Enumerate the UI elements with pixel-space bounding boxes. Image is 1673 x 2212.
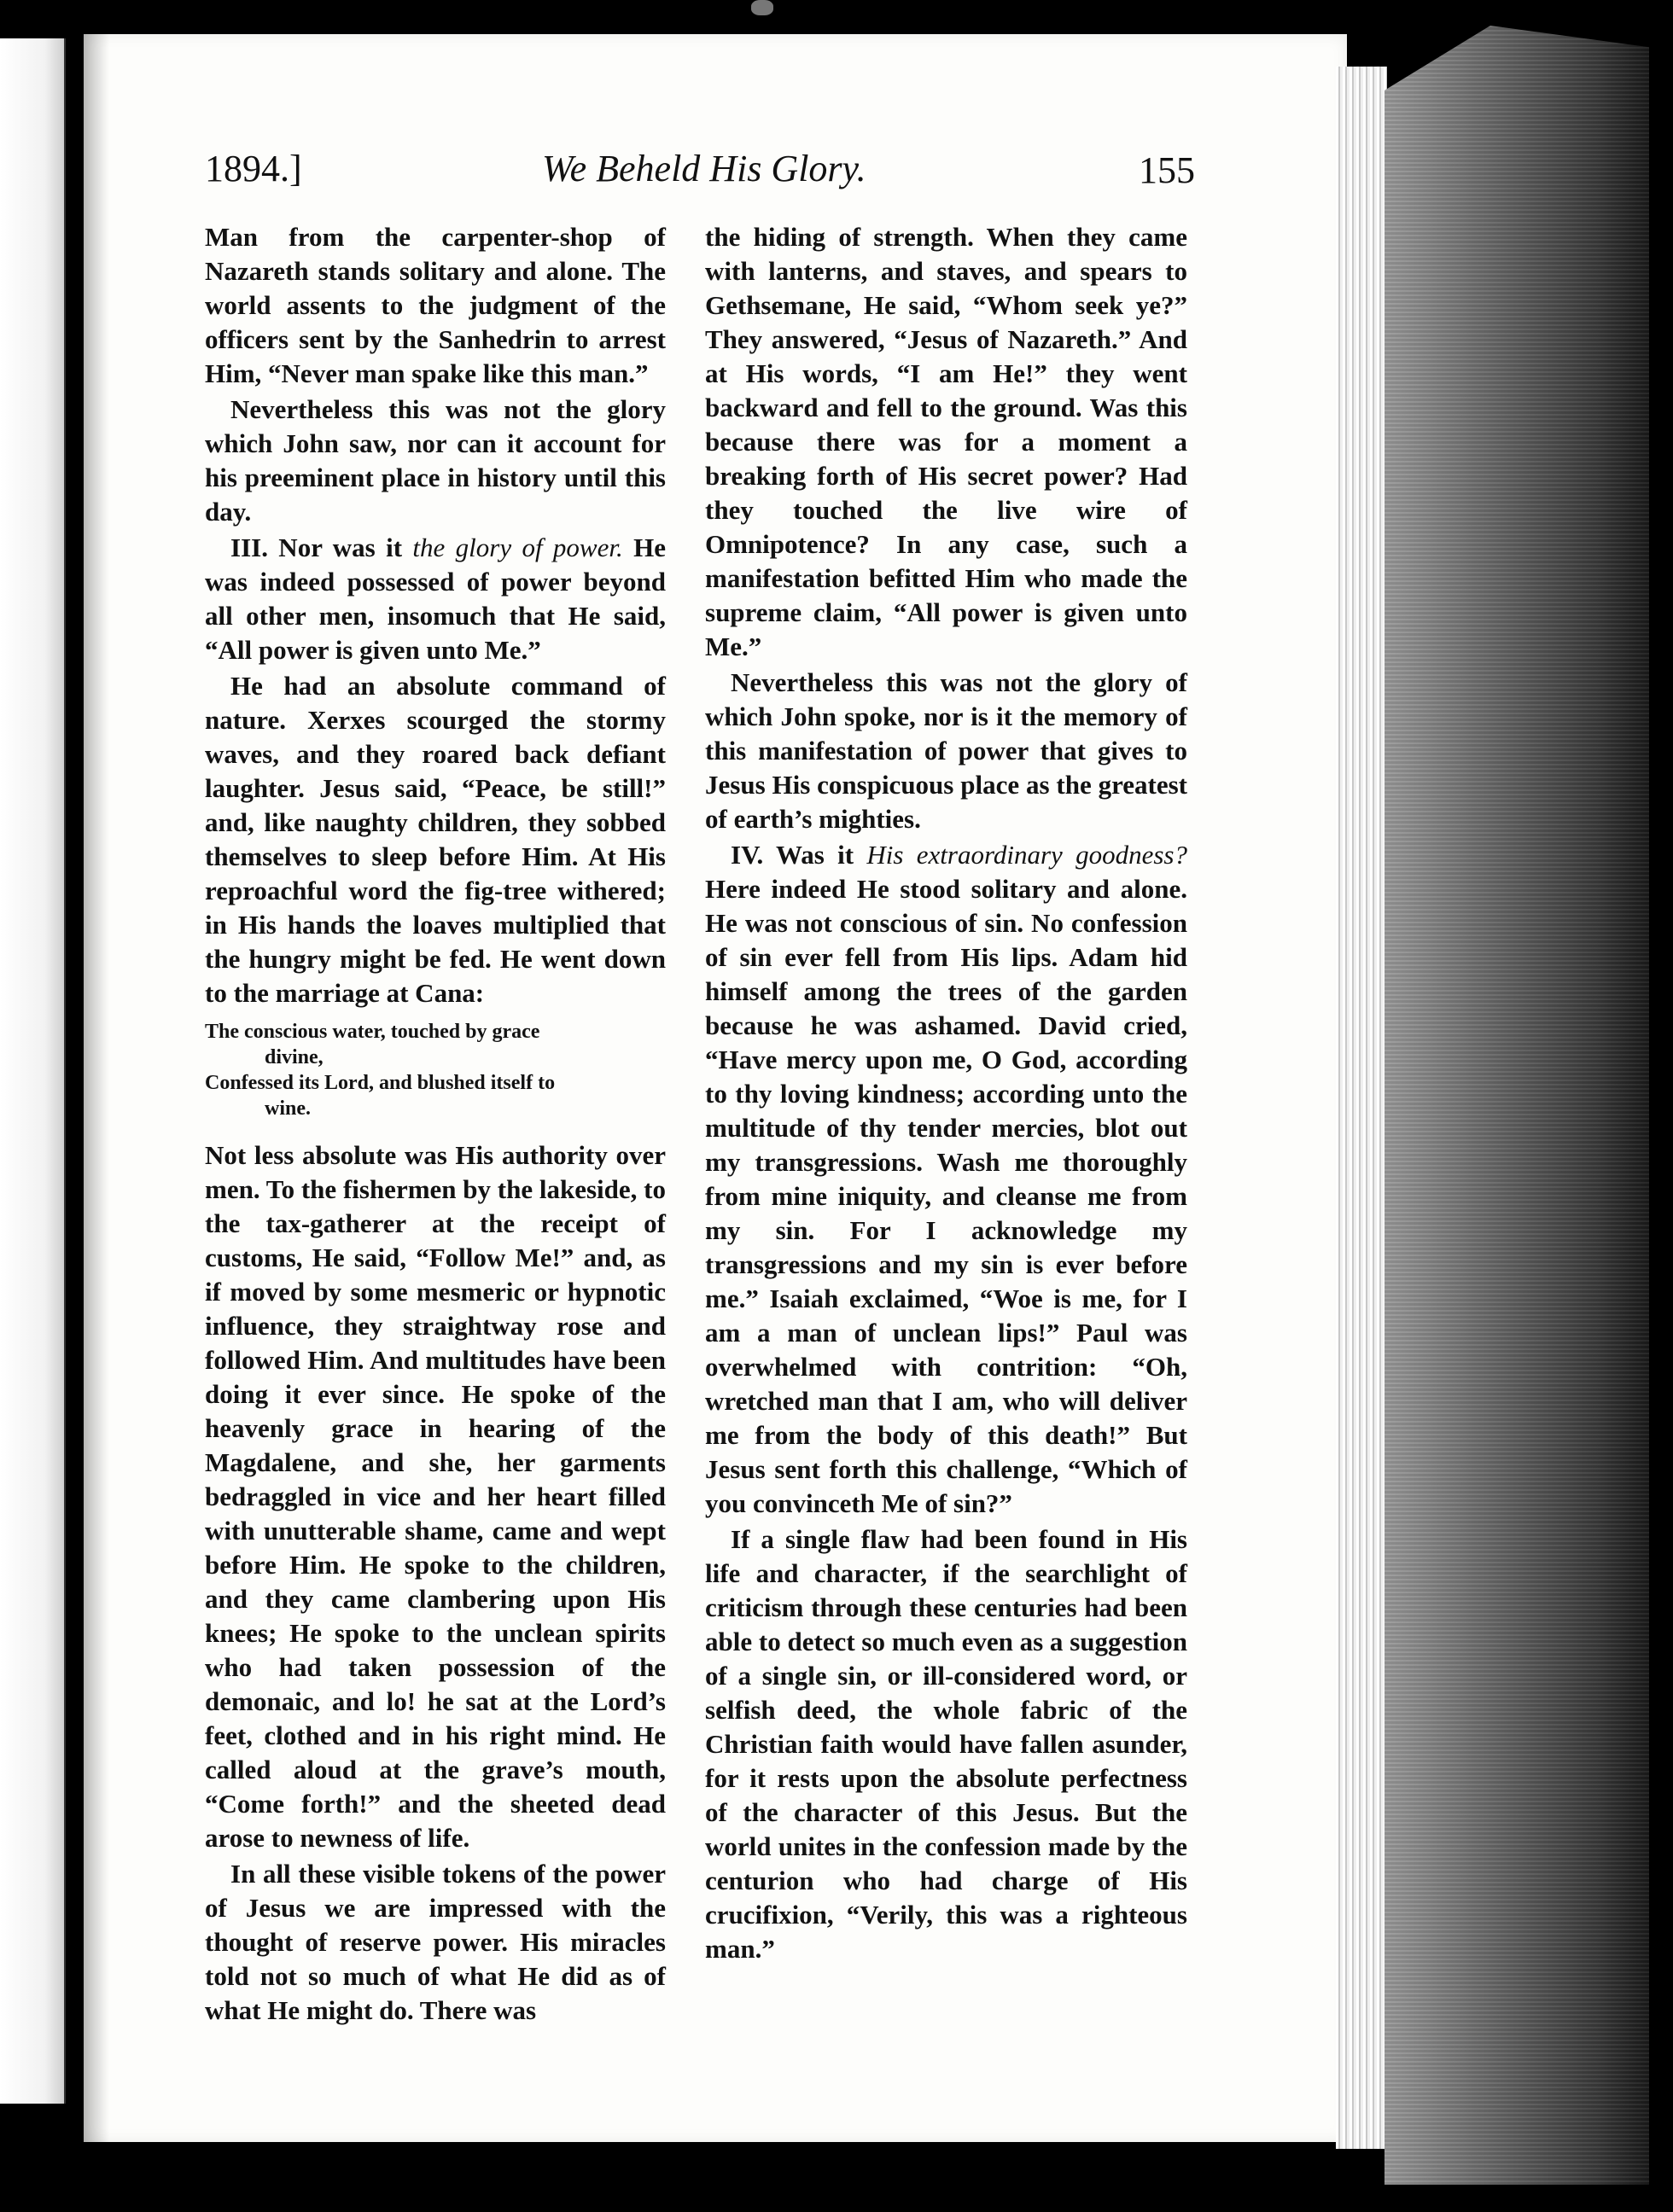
left-column (205, 220, 666, 2029)
paragraph: Man from the carpenter-shop of Nazareth stands solitary and alone. The world assents to the judgment of the officers sent by the Sanhedrin to arrest Him, “Never man spake like this man.” (205, 222, 666, 388)
section-lead: IV. Was it (731, 840, 867, 870)
stacked-page-edges (1336, 67, 1387, 2149)
header-year: 1894.] (205, 148, 302, 189)
paragraph-section-iii (205, 531, 666, 667)
section-text: Here indeed He stood solitary and alone. He was not conscious of sin. No confession of sin ever fell from His lips. Adam hid himself among the trees of the garden because he was ashamed. David cried, “Have mercy upon me, O God, according to thy loving kindness; according unto the multitude of thy tender mercies, blot out my transgressions. Wash me thoroughly from mine iniquity, and cleanse me from my sin. For I acknowledge my transgressions and my sin is ever before me.” Isaiah exclaimed, “Woe is me, for I am a man of unclean lips!” Paul was overwhelmed with contrition: “Oh, wretched man that I am, who will deliver me from the body of this death!” But Jesus sent forth this challenge, “Which of you convinceth Me of sin?” (705, 874, 1187, 1518)
section-emphasis: His extraordinary goodness? (866, 840, 1187, 870)
verse-line-continuation: divine, (265, 1046, 324, 1068)
right-column (705, 220, 1187, 1968)
paragraph: In all these visible tokens of the power of Jesus we are impressed with the thought of reserve power. His miracles told not so much of what He did as of what He might do. There was (205, 1859, 666, 2025)
paragraph-section-iv (705, 838, 1187, 1521)
facing-page-edge (0, 38, 66, 2104)
verse-line: The conscious water, touched by grace (205, 1021, 540, 1043)
gutter-shadow (84, 34, 109, 2142)
scan-speck (751, 0, 773, 15)
book-block-edge (1384, 26, 1649, 2185)
paragraph: Nevertheless this was not the glory of which John spoke, nor is it the memory of this manifestation of power that gives to Jesus His conspicuous place as the greatest of earth’s mighties. (705, 667, 1187, 834)
verse-quote (205, 1019, 666, 1121)
section-text: He was indeed possessed of power beyond all other men, insomuch that He said, “All power is given unto Me.” (205, 533, 666, 665)
running-header (205, 147, 1195, 198)
verse-line: Confessed its Lord, and blushed itself to (205, 1072, 556, 1094)
page-number: 155 (1139, 149, 1195, 191)
paragraph: He had an absolute command of nature. Xerxes scourged the stormy waves, and they roared back defiant laughter. Jesus said, “Peace, be still!” and, like naughty children, they sobbed themselves to sleep before Him. At His reproachful word the fig-tree withered; in His hands the loaves multiplied that the hungry might be fed. He went down to the marriage at Cana: (205, 671, 666, 1008)
paragraph: Nevertheless this was not the glory which John saw, nor can it account for his preeminent place in history until this day. (205, 394, 666, 527)
paragraph: Not less absolute was His authority over men. To the fishermen by the lakeside, to the tax-gatherer at the receipt of customs, He said, “Follow Me!” and, as if moved by some mesmeric or hypnotic influence, they straightway rose and followed Him. And multitudes have been doing it ever since. He spoke of the heavenly grace in hearing of the Magdalene, and she, her garments bedraggled in vice and her heart filled with unutterable shame, came and wept before Him. He spoke to the children, and they came clambering upon His knees; He spoke to the unclean spirits who had taken possession of the demonaic, and lo! he sat at the Lord’s feet, clothed and in his right mind. He called aloud at the grave’s mouth, “Come forth!” and the sheeted dead arose to newness of life. (205, 1140, 666, 1853)
section-emphasis: the glory of power. (412, 533, 623, 562)
paragraph: If a single flaw had been found in His life and character, if the searchlight of criticism through these centuries had been able to detect so much even as a suggestion of a single sin, or ill-considered word, or selfish deed, the whole fabric of the Christian faith would have fallen asunder, for it rests upon the absolute perfectness of the character of this Jesus. But the world unites in the confession made by the centurion who had charge of His crucifixion, “Verily, this was a righteous man.” (705, 1524, 1187, 1964)
verse-line-continuation: wine. (265, 1097, 311, 1120)
paragraph: the hiding of strength. When they came with lanterns, and staves, and spears to Gethsemane, He said, “Whom seek ye?” They answered, “Jesus of Nazareth.” And at His words, “I am He!” they went backward and fell to the ground. Was this because there was for a moment a breaking forth of His secret power? Had they touched the live wire of Omnipotence? In any case, such a manifestation befitted Him who made the supreme claim, “All power is given unto Me.” (705, 222, 1187, 661)
header-title: We Beheld His Glory. (542, 148, 866, 189)
section-lead: III. Nor was it (230, 533, 413, 562)
